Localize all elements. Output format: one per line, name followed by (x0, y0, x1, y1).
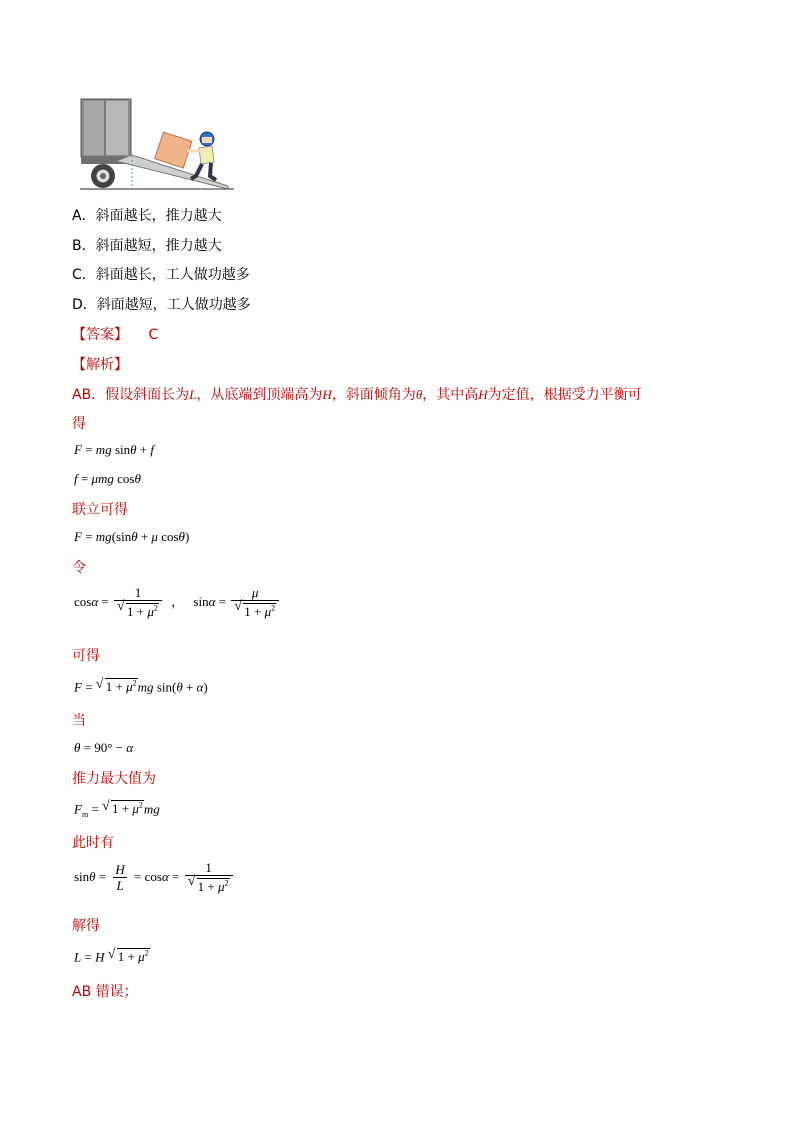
answer-line (72, 324, 158, 344)
let-label: 令 (72, 560, 86, 576)
analysis-label: 【解析】 (72, 357, 128, 373)
max-force-label: 推力最大值为 (72, 771, 156, 787)
option-c: C．斜面越长，工人做功越多 (72, 267, 250, 283)
get-label: 可得 (72, 648, 100, 664)
option-a: A．斜面越长，推力越大 (72, 208, 222, 224)
equation-force-balance: F = mg sinθ + f (74, 442, 154, 457)
then-label: 此时有 (72, 835, 114, 851)
equation-theta: θ = 90° − α (74, 740, 134, 755)
when-label: 当 (72, 713, 86, 729)
joint-label: 联立可得 (72, 502, 128, 518)
cargo-box (155, 132, 192, 168)
equation-combined: F = mg(sinθ + μ cosθ) (74, 529, 190, 544)
option-b: B．斜面越短，推力越大 (72, 238, 222, 254)
analysis-intro-cont: 得 (72, 416, 86, 432)
equation-force-alpha: F = √ $1 + \mu^2mg$ sin(θ + α) (74, 679, 208, 695)
equation-max-force: $F_m$ = √ $1 + \mu^2mg$ (74, 801, 160, 819)
answer-label: 【答案】 (72, 327, 128, 343)
equation-alpha-definitions: cosα = 1 √ $1 + \mu^2$ ， sinα = μ √ $1 + \mu^2$ (74, 586, 281, 620)
conclusion-text: AB 错误； (72, 984, 138, 1000)
solve-label: 解得 (72, 918, 100, 934)
equation-length: L = H √ $1 + \mu^2$ (74, 949, 150, 965)
truck-wheel (91, 164, 115, 188)
answer-value: C (148, 327, 159, 343)
equation-friction: f = μmg cosθ (74, 471, 141, 486)
worker (187, 132, 216, 180)
equation-sin-theta: sinθ = $\frac{H}{L}$ = cosα = 1 √ $1 + \mu^2$ (74, 861, 235, 895)
truck-ramp-illustration (78, 96, 238, 194)
option-d: D．斜面越短，工人做功越多 (72, 297, 251, 313)
truck-container (81, 99, 131, 164)
analysis-intro: AB．假设斜面长为L，从底端到顶端高为H，斜面倾角为θ，其中高H为定值，根据受力平衡可 (72, 387, 642, 403)
